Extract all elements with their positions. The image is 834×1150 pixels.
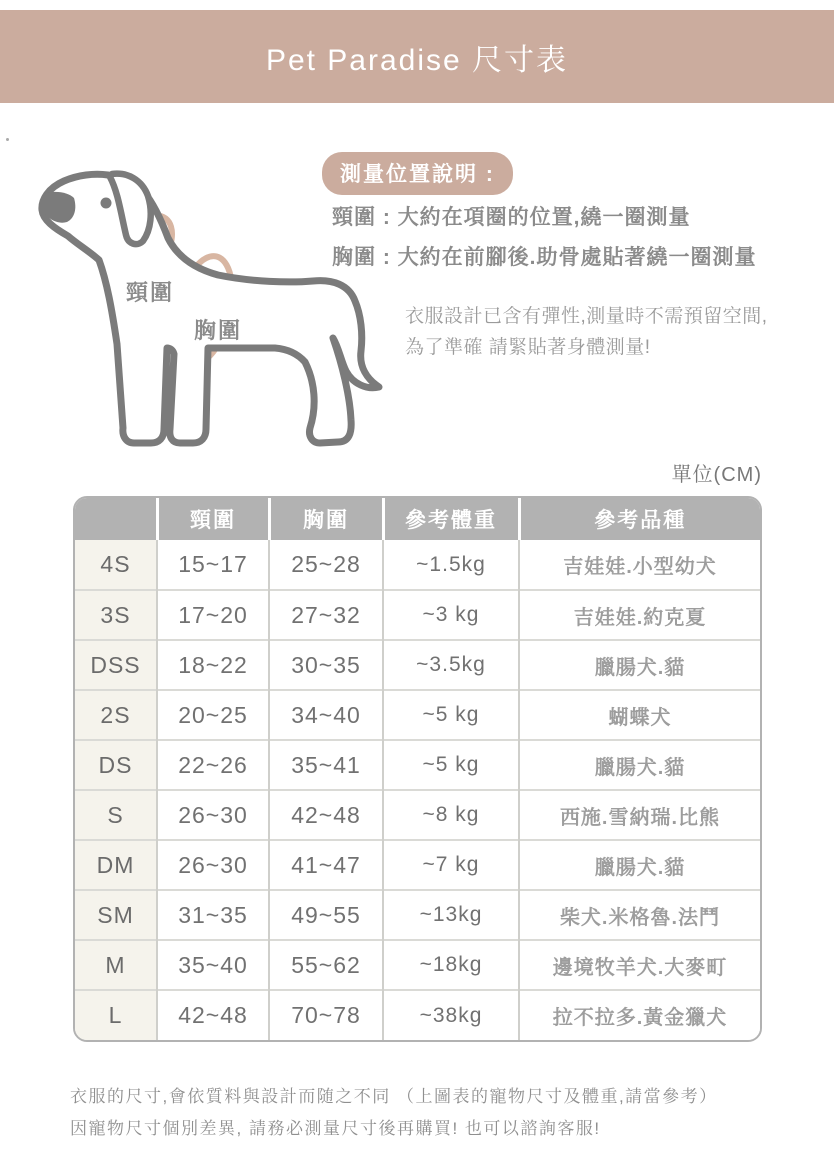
chest-cell: 42~48 (269, 790, 383, 840)
neck-cell: 17~20 (157, 590, 269, 640)
col-header-neck: 頸圍 (157, 498, 269, 540)
weight-cell: ~5 kg (383, 740, 519, 790)
footer-note (70, 1081, 790, 1145)
breed-cell: 拉不拉多.黃金獵犬 (519, 990, 760, 1040)
breed-cell: 臘腸犬.貓 (519, 640, 760, 690)
weight-cell: ~38kg (383, 990, 519, 1040)
weight-cell: ~1.5kg (383, 540, 519, 590)
chest-cell: 30~35 (269, 640, 383, 690)
page-title: Pet Paradise 尺寸表 (265, 43, 569, 77)
neck-cell: 15~17 (157, 540, 269, 590)
table-row (75, 990, 760, 1040)
size-table (73, 496, 762, 1042)
weight-cell: ~5 kg (383, 690, 519, 740)
breed-cell: 吉娃娃.約克夏 (519, 590, 760, 640)
breed-cell: 西施.雪納瑞.比熊 (519, 790, 760, 840)
weight-cell: ~18kg (383, 940, 519, 990)
breed-cell: 臘腸犬.貓 (519, 740, 760, 790)
header-band (0, 10, 834, 103)
neck-cell: 26~30 (157, 840, 269, 890)
weight-cell: ~3 kg (383, 590, 519, 640)
table-row (75, 640, 760, 690)
size-cell: 4S (75, 540, 157, 590)
breed-cell: 邊境牧羊犬.大麥町 (519, 940, 760, 990)
size-cell: 2S (75, 690, 157, 740)
neck-cell: 42~48 (157, 990, 269, 1040)
weight-cell: ~13kg (383, 890, 519, 940)
weight-cell: ~3.5kg (383, 640, 519, 690)
size-cell: DSS (75, 640, 157, 690)
table-row (75, 690, 760, 740)
table-row (75, 590, 760, 640)
size-cell: S (75, 790, 157, 840)
size-cell: DS (75, 740, 157, 790)
chest-cell: 35~41 (269, 740, 383, 790)
size-cell: 3S (75, 590, 157, 640)
table-row (75, 540, 760, 590)
neck-cell: 26~30 (157, 790, 269, 840)
chest-label: 胸圍 (194, 318, 243, 343)
table-row (75, 940, 760, 990)
table-row (75, 740, 760, 790)
measurement-badge: 測量位置說明 : (322, 152, 513, 195)
weight-cell: ~8 kg (383, 790, 519, 840)
chest-cell: 55~62 (269, 940, 383, 990)
chest-cell: 27~32 (269, 590, 383, 640)
breed-cell: 臘腸犬.貓 (519, 840, 760, 890)
col-header-chest: 胸圍 (269, 498, 383, 540)
neck-cell: 35~40 (157, 940, 269, 990)
neck-cell: 22~26 (157, 740, 269, 790)
stray-dot (6, 138, 9, 141)
col-header-size (75, 498, 157, 540)
chest-cell: 34~40 (269, 690, 383, 740)
neck-instruction: 頸圍 : 大約在項圈的位置,繞一圈測量 (332, 206, 691, 229)
size-cell: SM (75, 890, 157, 940)
elastic-note-line1: 衣服設計已含有彈性,測量時不需預留空間, (405, 306, 768, 327)
chest-cell: 41~47 (269, 840, 383, 890)
col-header-breeds: 參考品種 (519, 498, 760, 540)
table-row (75, 890, 760, 940)
col-header-weight: 參考體重 (383, 498, 519, 540)
chest-cell: 49~55 (269, 890, 383, 940)
size-cell: M (75, 940, 157, 990)
dog-eye (101, 198, 112, 209)
table-header-row (75, 498, 760, 540)
breed-cell: 蝴蝶犬 (519, 690, 760, 740)
neck-cell: 31~35 (157, 890, 269, 940)
table-row (75, 840, 760, 890)
size-cell: L (75, 990, 157, 1040)
breed-cell: 吉娃娃.小型幼犬 (519, 540, 760, 590)
unit-label: 單位(CM) (671, 464, 762, 486)
footer-line1: 衣服的尺寸,會依質料與設計而随之不同 （上圖表的寵物尺寸及體重,請當參考） (70, 1087, 718, 1106)
table-row (75, 790, 760, 840)
elastic-note-line2: 為了準確 請緊貼著身體測量! (405, 337, 651, 358)
footer-line2: 因寵物尺寸個別差異, 請務必測量尺寸後再購買! 也可以諮詢客服! (70, 1119, 601, 1138)
chest-instruction: 胸圍 : 大約在前腳後.助骨處貼著繞一圈測量 (332, 246, 757, 269)
elastic-note (405, 301, 768, 363)
weight-cell: ~7 kg (383, 840, 519, 890)
size-cell: DM (75, 840, 157, 890)
chest-cell: 25~28 (269, 540, 383, 590)
breed-cell: 柴犬.米格魯.法鬥 (519, 890, 760, 940)
neck-label: 頸圍 (126, 280, 175, 305)
neck-cell: 20~25 (157, 690, 269, 740)
dog-body-outline (42, 174, 379, 443)
chest-cell: 70~78 (269, 990, 383, 1040)
neck-cell: 18~22 (157, 640, 269, 690)
